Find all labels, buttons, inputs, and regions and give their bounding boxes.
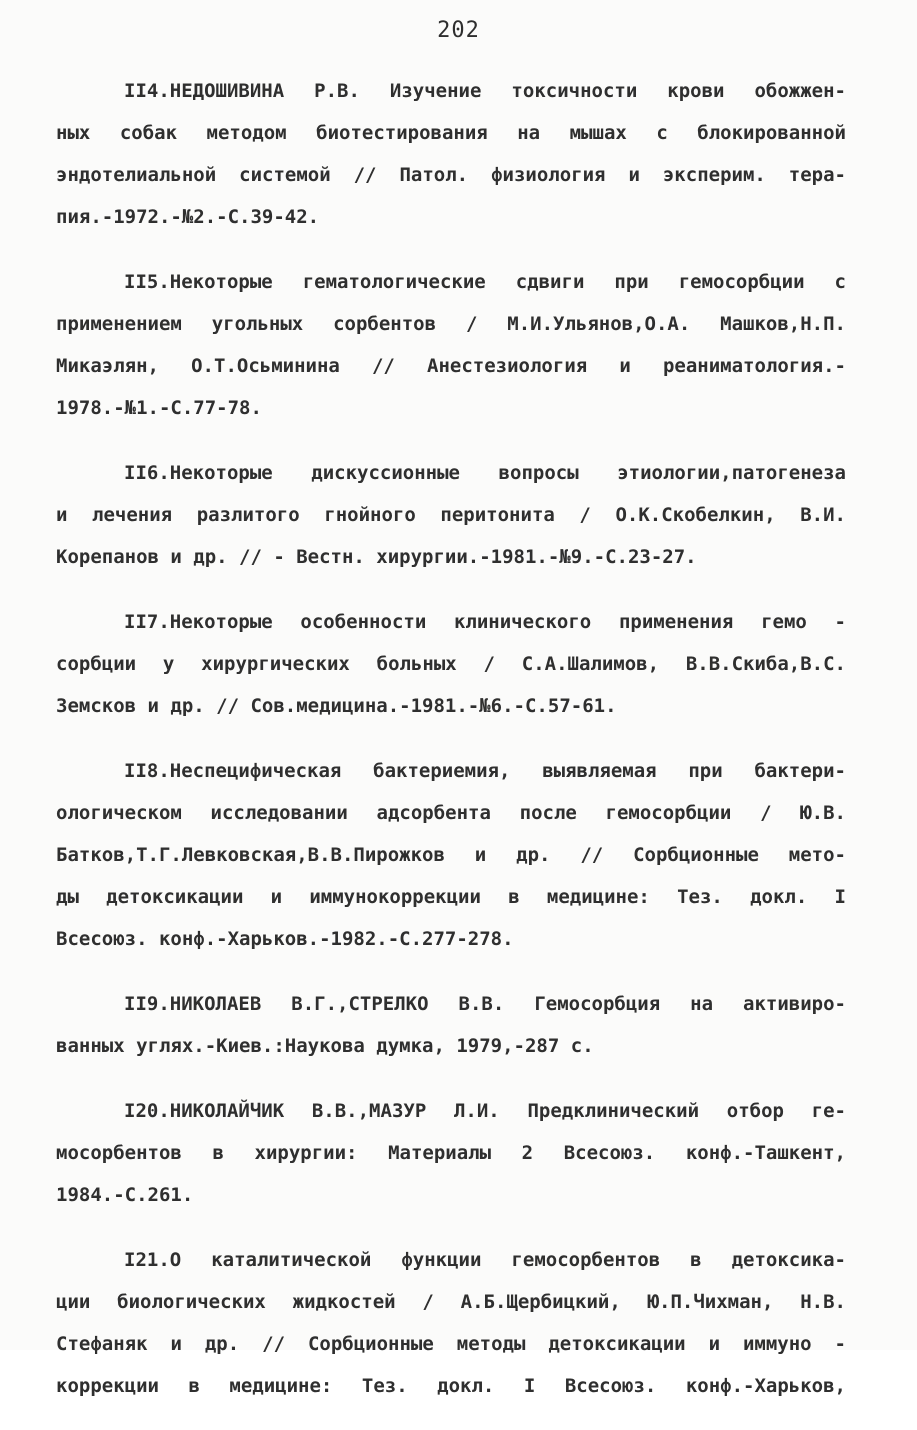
reference-line: применением угольных сорбентов / М.И.Ульянов,О.А. Машков,Н.П. [56,313,846,335]
reference-line: 1978.-№1.-С.77-78. [56,397,262,419]
reference-item [56,261,846,429]
reference-item [56,601,846,727]
reference-line: I20.НИКОЛАЙЧИК В.В.,МАЗУР Л.И. Предклинический отбор ге- [124,1100,846,1122]
reference-line: эндотелиальной системой // Патол. физиология и эксперим. тера- [56,164,846,186]
reference-item [56,70,846,238]
reference-line: сорбции у хирургических больных / С.А.Шалимов, В.В.Скиба,В.С. [56,653,846,675]
reference-line: Земсков и др. // Сов.медицина.-1981.-№6.-С.57-61. [56,695,617,717]
reference-item [56,1090,846,1216]
reference-line: коррекции в медицине: Тез. докл. I Всесоюз. конф.-Харьков, [56,1375,846,1397]
reference-line: I21.О каталитической функции гемосорбентов в детоксика- [124,1249,846,1271]
reference-line: ванных углях.-Киев.:Наукова думка, 1979,-287 с. [56,1035,594,1057]
reference-line: ции биологических жидкостей / А.Б.Щербицкий, Ю.П.Чихман, Н.В. [56,1291,846,1313]
reference-line: Батков,Т.Г.Левковская,В.В.Пирожков и др. // Сорбционные мето- [56,844,846,866]
reference-line: II8.Неспецифическая бактериемия, выявляемая при бактери- [124,760,846,782]
reference-line: Корепанов и др. // - Вестн. хирургии.-1981.-№9.-С.23-27. [56,546,697,568]
reference-line: и лечения разлитого гнойного перитонита / О.К.Скобелкин, В.И. [56,504,846,526]
reference-line: Микаэлян, О.Т.Осьминина // Анестезиология и реаниматология.- [56,355,846,377]
reference-item [56,983,846,1067]
reference-line: ных собак методом биотестирования на мышах с блокированной [56,122,846,144]
reference-line: пия.-1972.-№2.-С.39-42. [56,206,320,228]
reference-line: II4.НЕДОШИВИНА Р.В. Изучение токсичности крови обожжен- [124,80,846,102]
reference-line: Всесоюз. конф.-Харьков.-1982.-С.277-278. [56,928,514,950]
reference-line: II9.НИКОЛАЕВ В.Г.,СТРЕЛКО В.В. Гемосорбция на активиро- [124,993,846,1015]
page-number: 202 [437,18,480,43]
reference-line: ологическом исследовании адсорбента после гемосорбции / Ю.В. [56,802,846,824]
reference-line: II7.Некоторые особенности клинического применения гемо - [124,611,846,633]
reference-list [56,70,846,1430]
reference-item [56,452,846,578]
reference-line: II5.Некоторые гематологические сдвиги при гемосорбции с [124,271,846,293]
reference-line: ды детоксикации и иммунокоррекции в медицине: Тез. докл. I [56,886,846,908]
reference-line: 1984.-С.261. [56,1184,194,1206]
reference-line: II6.Некоторые дискуссионные вопросы этиологии,патогенеза [124,462,846,484]
reference-item [56,750,846,960]
reference-item [56,1239,846,1407]
reference-line: мосорбентов в хирургии: Материалы 2 Всесоюз. конф.-Ташкент, [56,1142,846,1164]
reference-line: Стефаняк и др. // Сорбционные методы детоксикации и иммуно - [56,1333,846,1355]
